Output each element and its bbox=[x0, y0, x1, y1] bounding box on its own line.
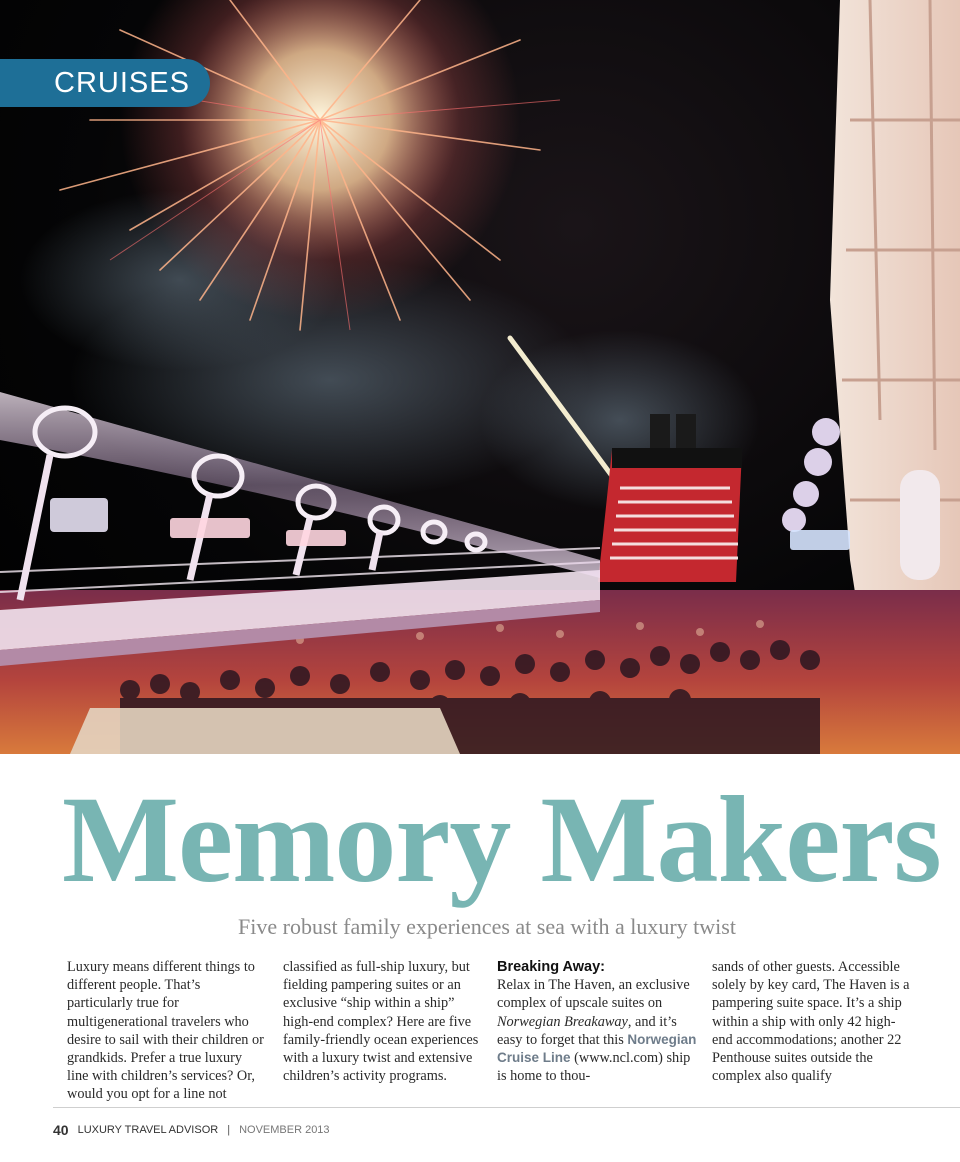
column-3-text bbox=[497, 976, 697, 1085]
column-4-text: sands of other guests. Accessible solely by key card, The Haven is a pampering suite space. It’s a ship within a ship with only 42 high-end accommodations; another 22 Penthouse suites outside the complex also qualify bbox=[712, 959, 910, 1085]
issue-date: NOVEMBER 2013 bbox=[239, 1124, 330, 1136]
column-3-text-b: , and it’s easy to forget that this bbox=[497, 1013, 677, 1048]
foreground-canopy bbox=[70, 708, 460, 754]
page-number: 40 bbox=[53, 1122, 69, 1138]
article-deck: Five robust family experiences at sea with a luxury twist bbox=[238, 914, 736, 939]
body-column-1 bbox=[67, 958, 267, 1104]
section-label: CRUISES bbox=[54, 66, 190, 99]
page-footer bbox=[53, 1122, 330, 1138]
column-1-text: Luxury means different things to different people. That’s particularly true for multigenerational travelers who desire to sail with their children or grandkids. Prefer a true luxury line with children’s services? Or, would you opt for a line not bbox=[67, 959, 264, 1103]
footer-rule bbox=[53, 1107, 960, 1108]
column-3-text-a: Relax in The Haven, an exclusive complex of upscale suites on bbox=[497, 977, 690, 1012]
footer-separator: | bbox=[227, 1124, 231, 1136]
subhead-breaking-away: Breaking Away: bbox=[497, 959, 605, 975]
section-tab bbox=[0, 59, 210, 107]
ship-name: Norwegian Breakaway bbox=[497, 1013, 628, 1030]
body-column-2 bbox=[283, 958, 483, 1085]
body-column-3 bbox=[497, 958, 697, 1085]
brand-name: Norwegian Cruise Line bbox=[497, 1031, 697, 1066]
body-column-4 bbox=[712, 958, 912, 1085]
publication-name: LUXURY TRAVEL ADVISOR bbox=[77, 1124, 219, 1136]
article-title: Memory Makers bbox=[62, 771, 941, 908]
column-2-text: classified as full-ship luxury, but fielding pampering suites or an exclusive “ship within a ship” high-end complex? Here are five family-friendly ocean experiences with a luxury twist and extensive children’s activity programs. bbox=[283, 959, 479, 1085]
column-3-text-c: (www.ncl.com) ship is home to thou- bbox=[497, 1050, 691, 1085]
